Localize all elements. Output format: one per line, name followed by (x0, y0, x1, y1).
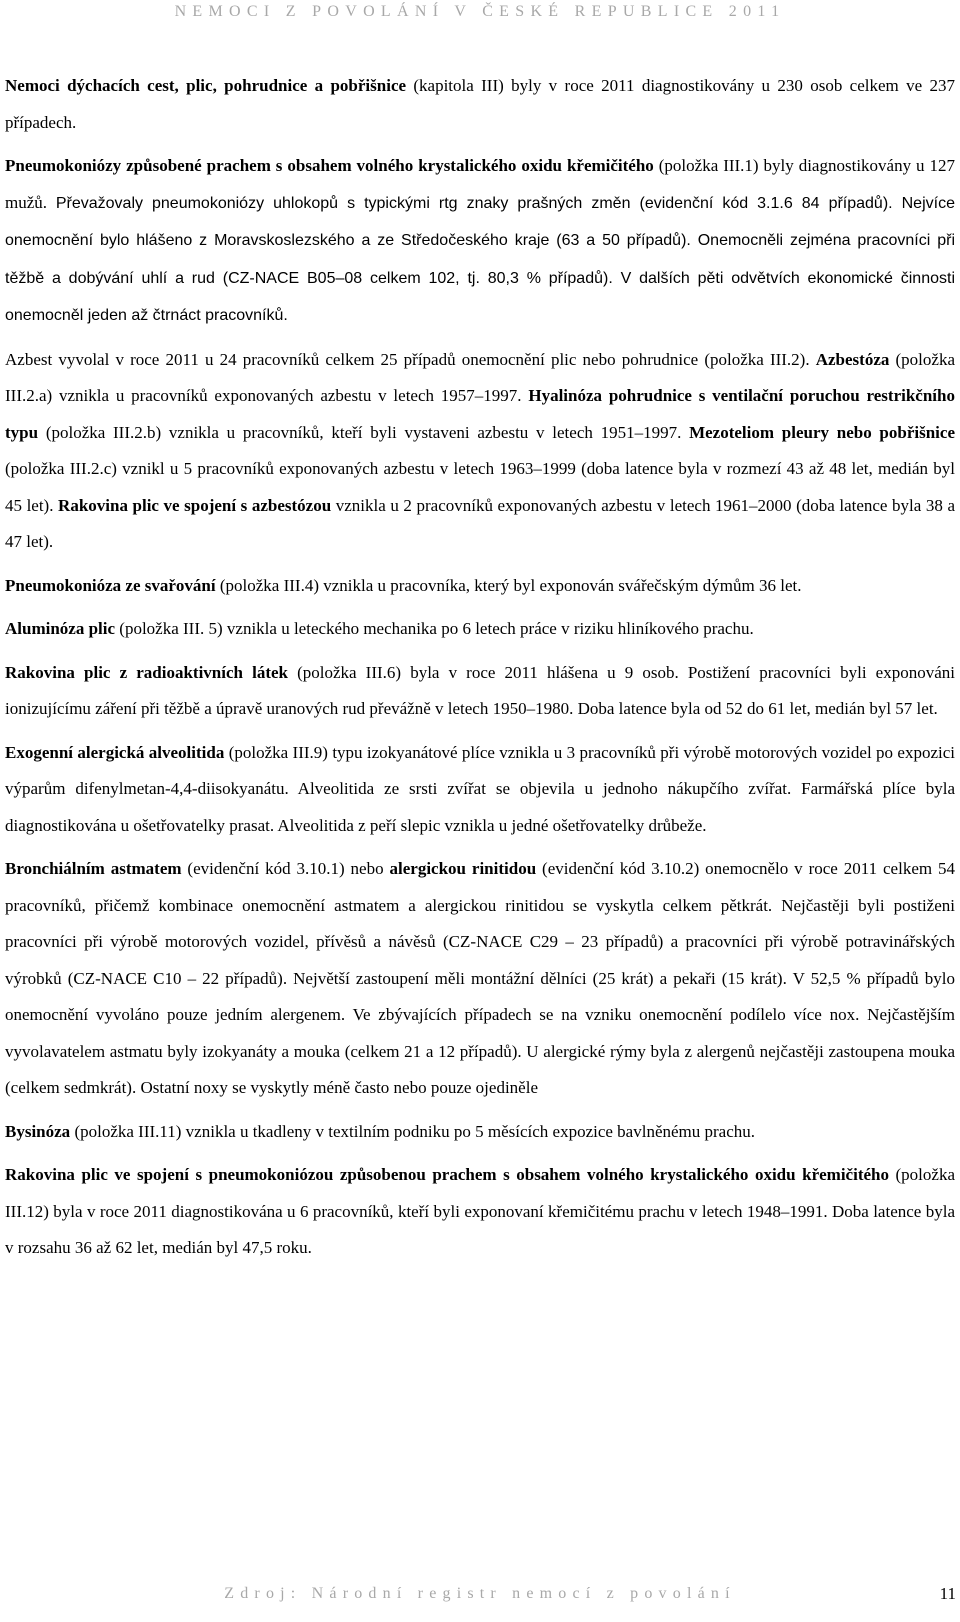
paragraph-text: (položka III.9) typu izokyanátové plíce vznikla u 3 pracovníků při výrobě motorových vozidel po expozici výparům difenylmetan-4,4-diisokyanátu. Alveolitida ze srsti zvířat se objevila u jednoho nákupčího zvířat. Farmářská plíce byla diagnostikována u ošetřovatelky prasat. Alveolitida z peří slepic vznikla u jedné ošetřovatelky drůbeže. (5, 742, 955, 835)
paragraph-text: (položka III.1) byly diagnostikovány u 127 mužů. (5, 156, 955, 212)
paragraph-text: vznikla u 2 pracovníků exponovaných azbestu v letech 1961–2000 (doba latence byla 38 a 47 let). (5, 495, 956, 551)
paragraph-text: (položka III.11) vznikla u tkadleny v textilním podniku po 5 měsících expozice bavlněnému prachu. (70, 1121, 756, 1141)
paragraph-respiratory-diseases (5, 68, 955, 141)
paragraph-text: (položka III.6) byla v roce 2011 hlášena u 9 osob. Postižení pracovníci byli exponováni ionizujícímu záření při těžbě a úpravě uranových rud převážně v letech 1950–1980. Doba latence byla od 52 do 61 let, medián byl 57 let. (5, 662, 955, 718)
page-number: 11 (939, 1584, 956, 1603)
paragraph-asbestos (5, 342, 955, 561)
paragraph-alveolitis (5, 735, 955, 845)
bold-term: Hyalinóza pohrudnice s ventilační poruchou restrikčního typu (5, 386, 955, 442)
paragraph-text-sans: Převažovaly pneumokoniózy uhlokopů s typickými rtg znaky prašných změn (evidenční kód 3.1.6 84 případů). Nejvíce onemocnění bylo hlášeno z Moravskoslezského a ze Středočeského kraje (63 a 50 případů). Onemocněli zejména pracovníci při těžbě a dobývání uhlí a rud (CZ-NACE B05–08 celkem 102, tj. 80,3 % případů). V dalších pěti odvětvích ekonomické činnosti onemocněl jeden až čtrnáct pracovníků. (5, 194, 955, 324)
paragraph-welding (5, 568, 955, 605)
bold-term: Pneumokoniózy způsobené prachem s obsahem volného krystalického oxidu křemičitého (5, 156, 654, 175)
bold-term: Bysinóza (5, 1121, 71, 1141)
paragraph-text: (položka III.12) byla v roce 2011 diagnostikována u 6 pracovníků, kteří byli exponovaní křemičitému prachu v letech 1948–1991. Doba latence byla v rozsahu 36 až 62 let, medián byl 47,5 roku. (5, 1165, 955, 1257)
paragraph-text: (položka III.2.c) vznikl u 5 pracovníků exponovaných azbestu v letech 1963–1999 (doba latence byla v rozmezí 43 až 48 let, medián byl 45 let). (5, 459, 955, 515)
paragraph-asthma (5, 851, 955, 1107)
paragraph-text: (položka III.2.b) vznikla u pracovníků, kteří byli vystaveni azbestu v letech 1951–1997. (38, 422, 690, 442)
paragraph-aluminosis (5, 611, 955, 648)
paragraph-byssinosis (5, 1114, 955, 1151)
paragraph-text: Azbest vyvolal v roce 2011 u 24 pracovníků celkem 25 případů onemocnění plic nebo pohrudnice (položka III.2). (5, 349, 816, 369)
bold-term: Mezoteliom pleury nebo pobřišnice (689, 422, 955, 442)
bold-term: alergickou rinitidou (389, 859, 537, 878)
paragraph-text: (kapitola III) byly v roce 2011 diagnostikovány u 230 osob celkem ve 237 případech. (5, 76, 955, 132)
source-note: Zdroj: Národní registr nemocí z povolání (224, 1585, 736, 1602)
paragraph-lung-cancer-silica (5, 1157, 955, 1267)
bold-term: Aluminóza plic (5, 619, 116, 638)
bold-term: Pneumokonióza ze svařování (5, 575, 216, 595)
paragraph-text: (položka III.2.a) vznikla u pracovníků exponovaných azbestu v letech 1957–1997. (5, 349, 955, 405)
paragraph-text: (položka III. 5) vznikla u leteckého mechanika po 6 letech práce v riziku hliníkového prachu. (115, 619, 754, 638)
document-body (5, 68, 955, 1274)
paragraph-pneumoconiosis (5, 148, 955, 335)
bold-term: Exogenní alergická alveolitida (5, 742, 225, 762)
page-footer (0, 1581, 960, 1607)
bold-term: Nemoci dýchacích cest, plic, pohrudnice a pobřišnice (5, 76, 407, 95)
running-header: NEMOCI Z POVOLÁNÍ V ČESKÉ REPUBLICE 2011 (174, 3, 786, 20)
bold-term: Rakovina plic z radioaktivních látek (5, 662, 288, 682)
bold-term: Bronchiálním astmatem (5, 859, 182, 878)
paragraph-radioactive (5, 655, 955, 728)
bold-term: Rakovina plic ve spojení s azbestózou (58, 495, 332, 515)
bold-term: Azbestóza (815, 349, 890, 369)
bold-term: Rakovina plic ve spojení s pneumokoniózou způsobenou prachem s obsahem volného krystalického oxidu křemičitého (5, 1165, 889, 1184)
paragraph-text: (evidenční kód 3.10.2) onemocnělo v roce 2011 celkem 54 pracovníků, přičemž kombinace onemocnění astmatem a alergickou rinitidou se vyskytla celkem pětkrát. Nejčastěji byli postiženi pracovníci při výrobě motorových vozidel, přívěsů a návěsů (CZ-NACE C29 – 23 případů) a pracovníci při výrobě potravinářských výrobků (CZ-NACE C10 – 22 případů). Největší zastoupení měli montážní dělníci (25 krát) a pekaři (15 krát). V 52,5 % případů bylo onemocnění vyvoláno pouze jedním alergenem. Ve zbývajících případech se na vzniku onemocnění podílelo více nox. Nejčastějším vyvolavatelem astmatu byly izokyanáty a mouka (celkem 21 a 12 případů). U alergické rýmy byla z alergenů nejčastěji zastoupena mouka (celkem sedmkrát). Ostatní noxy se vyskytly méně často nebo pouze ojediněle (5, 859, 955, 1097)
paragraph-text: (evidenční kód 3.10.1) nebo (181, 859, 390, 878)
paragraph-text: (položka III.4) vznikla u pracovníka, který byl exponován svářečským dýmům 36 let. (215, 575, 802, 595)
